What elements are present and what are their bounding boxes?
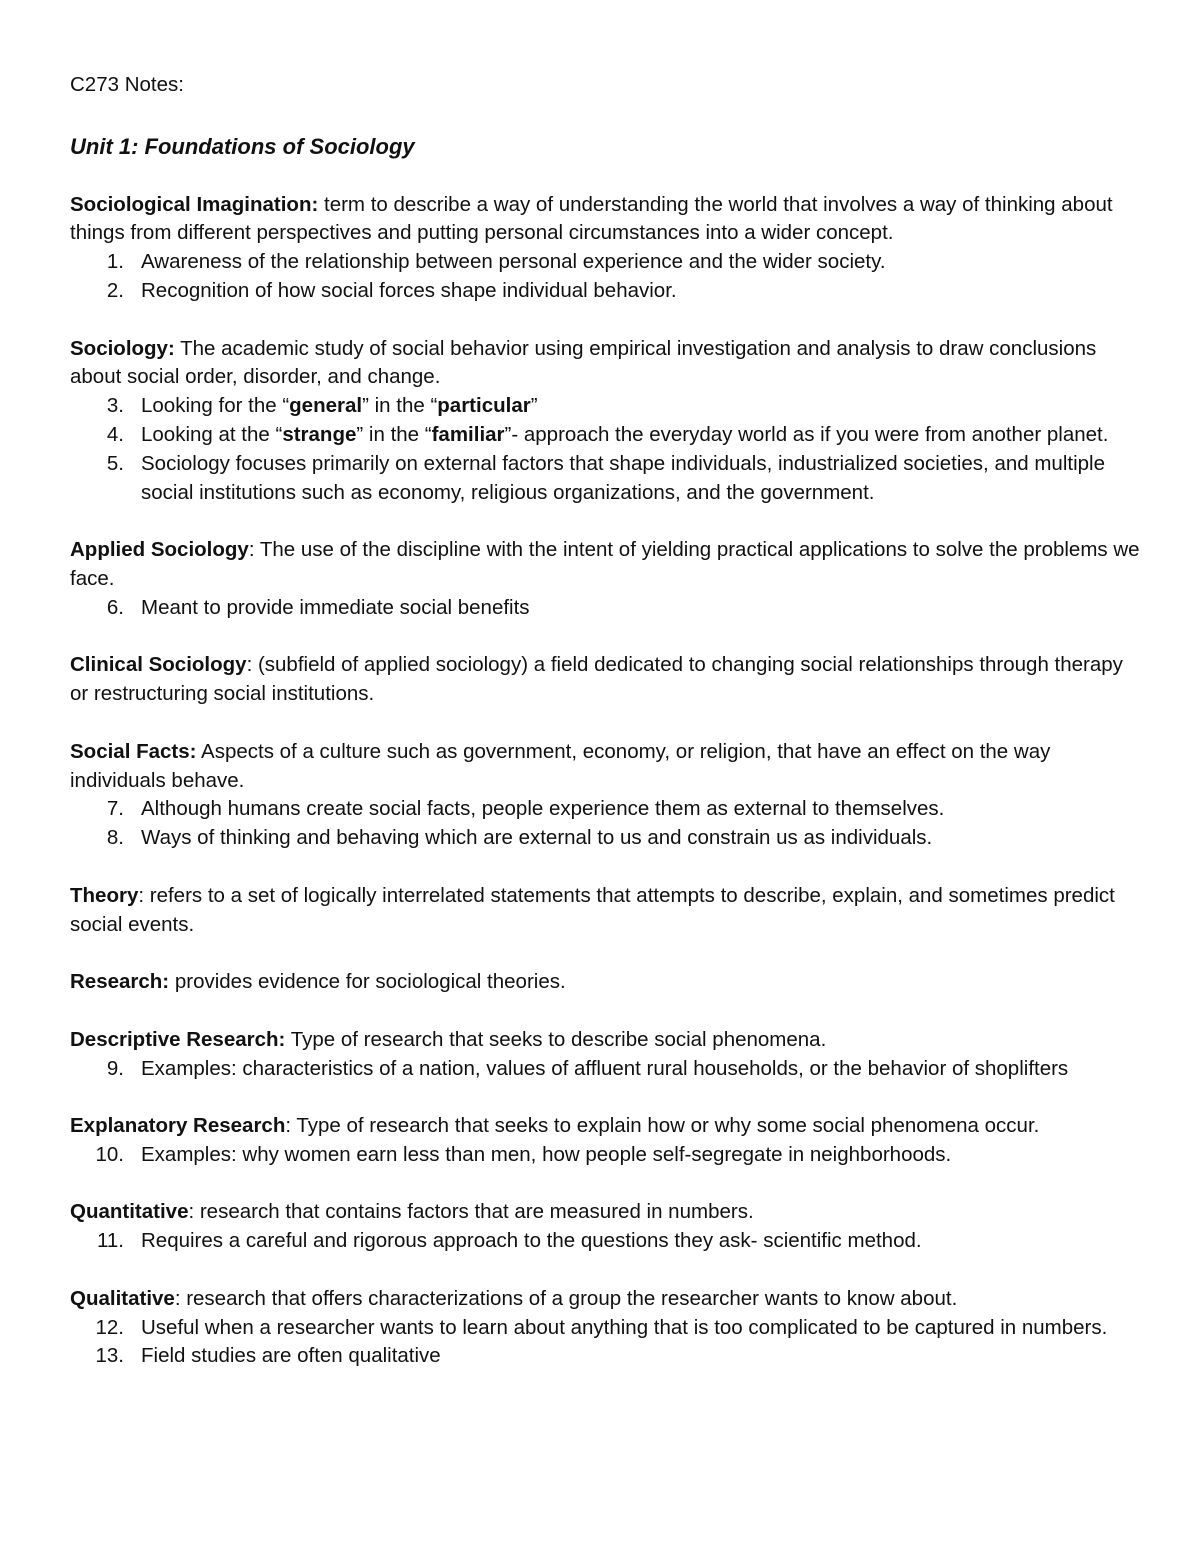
list-item [70, 824, 1140, 853]
list-item-text: Requires a careful and rigorous approach to the questions they ask- scientific method. [141, 1229, 922, 1253]
definition-text: : refers to a set of logically interrelated statements that attempts to describe, explain, and sometimes predict social events. [70, 883, 1115, 936]
term-label: Social Facts: [70, 739, 197, 763]
definition-text: Type of research that seeks to describe social phenomena. [285, 1027, 827, 1051]
list-item-number: 8. [106, 826, 124, 850]
list-item-text: Useful when a researcher wants to learn about anything that is too complicated to be captured in numbers. [141, 1315, 1108, 1339]
notes-sections [70, 191, 1140, 1372]
numbered-list [70, 392, 1140, 507]
list-item [70, 1055, 1140, 1084]
definition-paragraph [70, 1198, 1140, 1227]
numbered-list [70, 1055, 1140, 1084]
term-label: Explanatory Research [70, 1114, 286, 1138]
list-item-text: Field studies are often qualitative [141, 1344, 441, 1368]
definition-paragraph [70, 1026, 1140, 1055]
term-label: Clinical Sociology [70, 653, 247, 677]
emphasis-text: general [289, 394, 363, 418]
term-label: Sociology: [70, 336, 175, 360]
numbered-list [70, 248, 1140, 306]
list-item-number: 11. [97, 1229, 124, 1253]
note-section [70, 738, 1140, 853]
definition-text: : The use of the discipline with the intent of yielding practical applications to solve the problems we face. [70, 538, 1140, 590]
list-item [70, 277, 1140, 306]
term-label: Quantitative [70, 1200, 189, 1224]
list-item-text: ” [530, 394, 538, 418]
term-label: Descriptive Research: [70, 1027, 286, 1051]
list-item-number: 1. [106, 250, 124, 274]
list-item [70, 1314, 1140, 1343]
note-section [70, 651, 1140, 709]
list-item [70, 594, 1140, 623]
definition-paragraph [70, 968, 1140, 997]
definition-text: provides evidence for sociological theories. [169, 970, 566, 994]
definition-text: : research that offers characterizations of a group the researcher wants to know about. [174, 1286, 958, 1310]
list-item [70, 421, 1140, 450]
definition-text: The academic study of social behavior using empirical investigation and analysis to draw conclusions about social order, disorder, and change. [70, 336, 1097, 389]
list-item [70, 1141, 1140, 1170]
emphasis-text: familiar [431, 422, 505, 446]
note-section [70, 1026, 1140, 1084]
note-section [70, 1112, 1140, 1170]
list-item [70, 450, 1140, 508]
list-item [70, 392, 1140, 421]
definition-paragraph [70, 882, 1140, 940]
definition-paragraph [70, 335, 1140, 393]
definition-text: : Type of research that seeks to explain how or why some social phenomena occur. [285, 1114, 1040, 1138]
term-label: Applied Sociology [70, 538, 249, 562]
term-label: Qualitative [70, 1286, 175, 1310]
numbered-list [70, 594, 1140, 623]
numbered-list [70, 1314, 1140, 1372]
document-label: C273 Notes: [70, 73, 184, 96]
emphasis-text: particular [437, 394, 531, 418]
note-section [70, 191, 1140, 306]
term-label: Sociological Imagination: [70, 192, 319, 216]
list-item-number: 9. [106, 1056, 124, 1080]
list-item-text: ” in the “ [356, 422, 432, 446]
definition-text: term to describe a way of understanding the world that involves a way of thinking about things from different perspectives and putting personal circumstances into a wider concept. [70, 192, 1113, 245]
note-section [70, 882, 1140, 940]
term-label: Theory [70, 883, 139, 907]
term-label: Research: [70, 970, 170, 994]
note-section [70, 1198, 1140, 1256]
list-item-text: Looking at the “ [141, 422, 283, 446]
list-item-number: 6. [106, 595, 124, 619]
list-item-text: Examples: characteristics of a nation, values of affluent rural households, or the behavior of shoplifters [141, 1056, 1069, 1080]
definition-text: : research that contains factors that are measured in numbers. [188, 1200, 754, 1224]
list-item-text: ”- approach the everyday world as if you were from another planet. [504, 422, 1109, 446]
definition-text: Aspects of a culture such as government, economy, or religion, that have an effect on the way individuals behave. [70, 739, 1051, 792]
list-item-text: Recognition of how social forces shape individual behavior. [141, 278, 677, 302]
numbered-list [70, 1227, 1140, 1256]
list-item-number: 12. [95, 1315, 124, 1339]
list-item-number: 5. [106, 451, 124, 475]
list-item-text: Although humans create social facts, people experience them as external to themselves. [141, 797, 945, 821]
list-item-number: 3. [106, 394, 124, 418]
numbered-list [70, 1141, 1140, 1170]
definition-paragraph [70, 651, 1140, 709]
definition-paragraph [70, 1112, 1140, 1141]
list-item-text: ” in the “ [362, 394, 438, 418]
list-item [70, 1227, 1140, 1256]
definition-paragraph [70, 191, 1140, 249]
unit-title: Unit 1: Foundations of Sociology [70, 133, 415, 159]
list-item-number: 2. [106, 278, 124, 302]
list-item-text: Sociology focuses primarily on external factors that shape individuals, industrialized societies, and multiple social institutions such as economy, religious organizations, and the government. [141, 451, 1105, 504]
list-item-text: Meant to provide immediate social benefits [141, 595, 530, 619]
list-item-number: 4. [106, 422, 124, 446]
list-item [70, 795, 1140, 824]
list-item-number: 7. [106, 797, 124, 821]
numbered-list [70, 795, 1140, 853]
note-section [70, 968, 1140, 997]
list-item-number: 13. [95, 1344, 124, 1368]
emphasis-text: strange [282, 422, 357, 446]
list-item-text: Examples: why women earn less than men, how people self-segregate in neighborhoods. [141, 1142, 952, 1166]
document-page [70, 71, 1140, 1371]
list-item [70, 248, 1140, 277]
list-item-number: 10. [95, 1142, 124, 1166]
note-section [70, 335, 1140, 508]
definition-paragraph [70, 738, 1140, 796]
list-item-text: Looking for the “ [141, 394, 290, 418]
definition-paragraph [70, 1285, 1140, 1314]
note-section [70, 1285, 1140, 1371]
definition-paragraph [70, 536, 1140, 594]
list-item [70, 1342, 1140, 1371]
list-item-text: Ways of thinking and behaving which are external to us and constrain us as individuals. [141, 826, 933, 850]
note-section [70, 536, 1140, 622]
definition-text: : (subfield of applied sociology) a field dedicated to changing social relationships through therapy or restructuring social institutions. [70, 653, 1123, 706]
list-item-text: Awareness of the relationship between personal experience and the wider society. [141, 250, 886, 274]
